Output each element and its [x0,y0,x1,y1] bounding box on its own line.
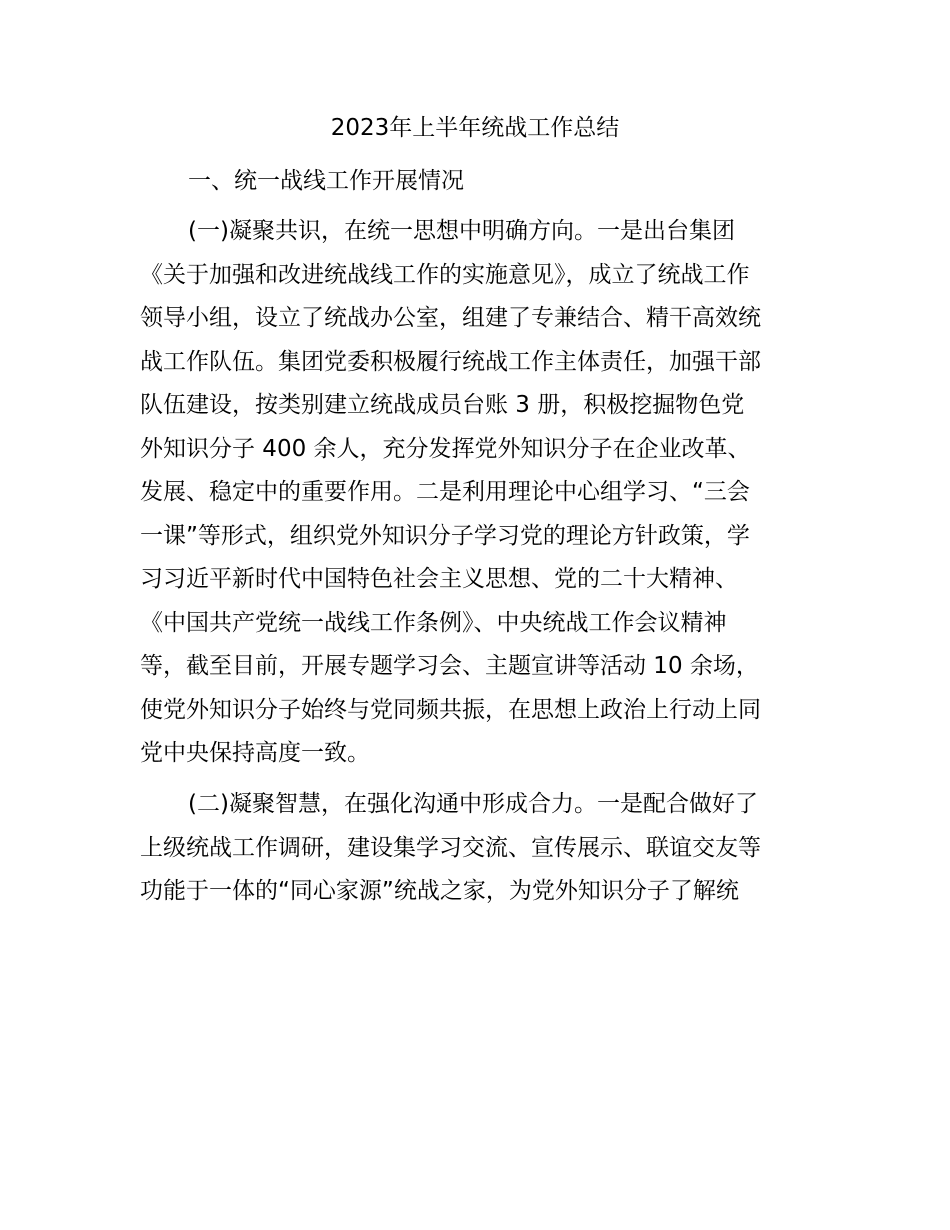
paragraph-line: (二)凝聚智慧，在强化沟通中形成合力。一是配合做好了 [188,791,758,817]
paragraph-line: 外知识分子 400 余人，充分发挥党外知识分子在企业改革、 [140,435,751,462]
paragraph-line: 上级统战工作调研，建设集学习交流、宣传展示、联谊交友等 [140,834,761,861]
paragraph-line: 功能于一体的“同心家源”统战之家，为党外知识分子了解统 [140,878,739,904]
section-heading: 一、统一战线工作开展情况 [188,168,464,194]
paragraph-line: 《中国共产党统一战线工作条例》、中央统战工作会议精神 [140,609,727,636]
paragraph-line: 队伍建设，按类别建立统战成员台账 3 册，积极挖掘物色党 [140,392,745,418]
paragraph-line: 战工作队伍。集团党委积极履行统战工作主体责任，加强干部 [140,348,761,375]
paragraph-line: 习习近平新时代中国特色社会主义思想、党的二十大精神、 [140,566,738,592]
paragraph-line: 等，截至目前，开展专题学习会、主题宣讲等活动 10 余场， [140,653,759,679]
paragraph-line: 使党外知识分子始终与党同频共振，在思想上政治上行动上同 [140,696,761,723]
paragraph-line: (一)凝聚共识，在统一思想中明确方向。一是出台集团 [188,218,735,244]
paragraph-line: 党中央保持高度一致。 [140,740,370,766]
paragraph-line: 一课”等形式，组织党外知识分子学习党的理论方针政策，学 [140,522,750,549]
paragraph-1 [140,210,761,776]
document-title: 2023年上半年统战工作总结 [330,115,620,141]
paragraph-line: 《关于加强和改进统战线工作的实施意见》，成立了统战工作 [140,261,750,288]
paragraph-line: 发展、稳定中的重要作用。二是利用理论中心组学习、“三会 [140,479,750,505]
paragraph-line: 领导小组，设立了统战办公室，组建了专兼结合、精干高效统 [140,305,761,331]
paragraph-2 [140,783,761,914]
